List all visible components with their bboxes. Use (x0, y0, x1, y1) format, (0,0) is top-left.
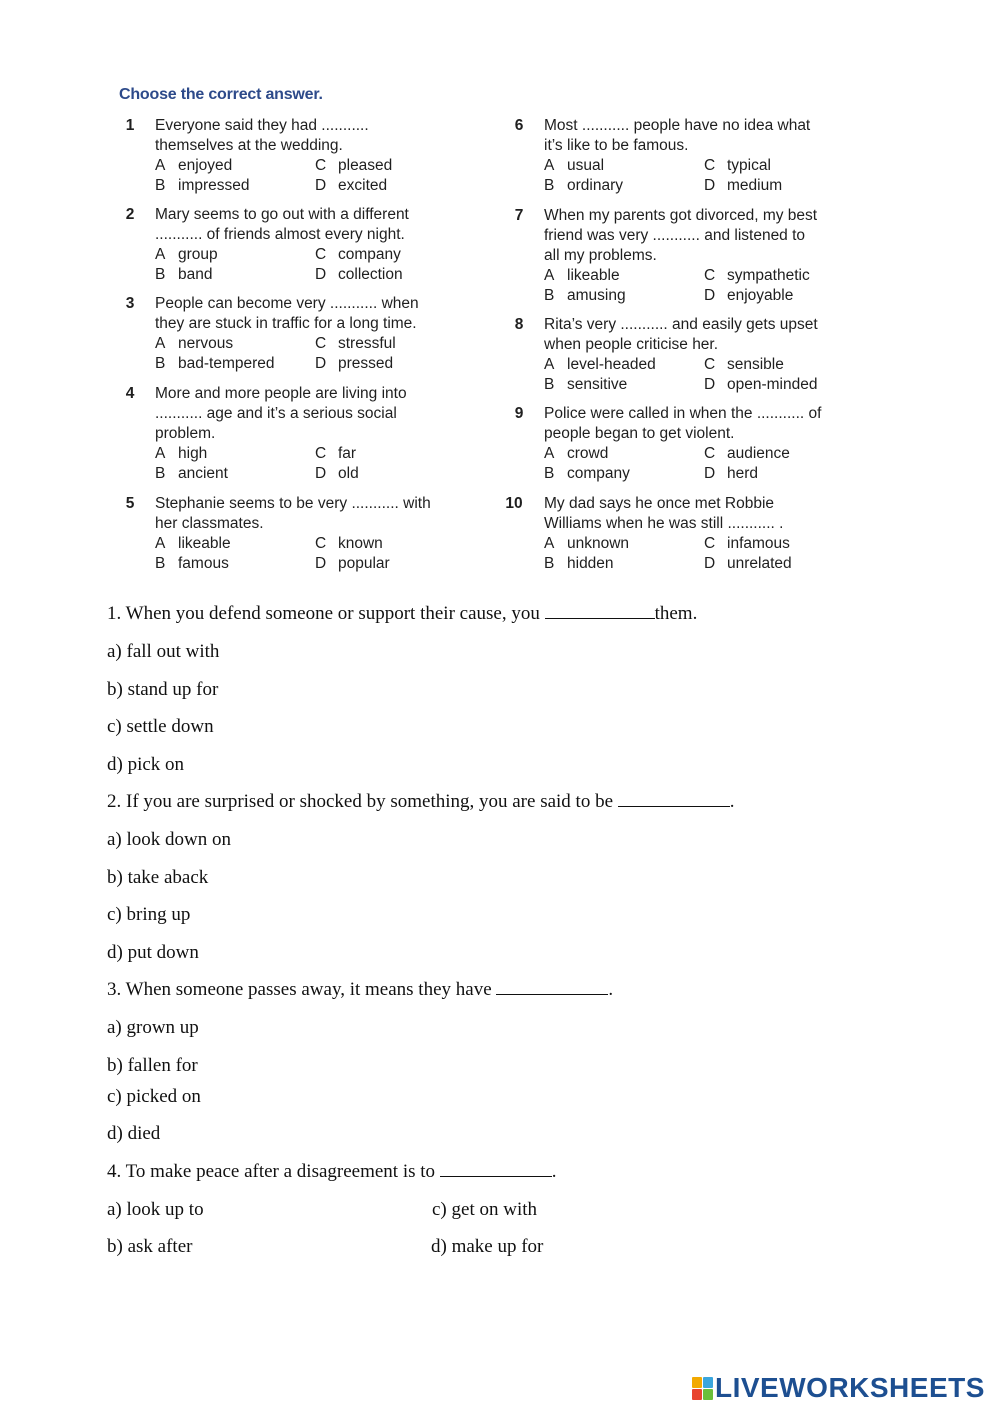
textbook-question-2 (125, 205, 455, 285)
option-b[interactable]: B ancient (155, 465, 228, 482)
option-a[interactable]: A level-headed (544, 356, 656, 373)
option-d[interactable]: D enjoyable (704, 287, 794, 304)
textbook-question-8 (514, 315, 844, 395)
options-grid (544, 156, 844, 196)
options-grid (544, 444, 844, 484)
option-d[interactable]: D pressed (315, 355, 394, 372)
question-number: 3 (125, 295, 135, 312)
worksheet-option[interactable]: d) died (107, 1123, 161, 1144)
worksheet-option[interactable]: b) stand up for (107, 679, 219, 700)
option-d[interactable]: D open-minded (704, 376, 818, 393)
options-grid (155, 156, 455, 196)
worksheet-question-2: 2. If you are surprised or shocked by something, you are said to be . (107, 791, 735, 812)
option-b[interactable]: B band (155, 266, 213, 283)
worksheet-option[interactable]: b) fallen for (107, 1055, 198, 1076)
option-d[interactable]: D herd (704, 465, 759, 482)
option-d[interactable]: D old (315, 465, 359, 482)
option-b[interactable]: B amusing (544, 287, 626, 304)
question-stem: When my parents got divorced, my best friend was very ........... and listened to all my problems. (544, 207, 818, 264)
worksheet-option[interactable]: c) get on with (432, 1199, 538, 1220)
question-stem: My dad says he once met Robbie Williams when he was still ........... . (544, 495, 784, 532)
option-a[interactable]: A nervous (155, 335, 234, 352)
option-c[interactable]: C sympathetic (704, 267, 810, 284)
question-number: 10 (505, 495, 523, 512)
logo-square-yellow (692, 1377, 702, 1388)
question-number: 1 (125, 117, 135, 134)
worksheet-question-4: 4. To make peace after a disagreement is to . (107, 1161, 557, 1182)
question-number: 8 (514, 316, 524, 333)
option-a[interactable]: A crowd (544, 445, 609, 462)
textbook-question-6 (514, 116, 844, 196)
option-c[interactable]: C infamous (704, 535, 790, 552)
option-b[interactable]: B sensitive (544, 376, 628, 393)
worksheet-option[interactable]: a) grown up (107, 1017, 199, 1038)
textbook-question-3 (125, 294, 455, 374)
worksheet-question-1: 1. When you defend someone or support their cause, you them. (107, 603, 698, 624)
question-number: 5 (125, 495, 135, 512)
option-a[interactable]: A likeable (544, 267, 620, 284)
instruction-heading: Choose the correct answer. (119, 86, 323, 103)
option-b[interactable]: B impressed (155, 177, 250, 194)
question-stem: Rita’s very ........... and easily gets upset when people criticise her. (544, 316, 818, 353)
options-grid (155, 534, 455, 574)
option-c[interactable]: C known (315, 535, 383, 552)
liveworksheets-logo (692, 1372, 985, 1404)
worksheet-option[interactable]: d) pick on (107, 754, 185, 775)
option-a[interactable]: A enjoyed (155, 157, 233, 174)
question-stem: Most ........... people have no idea what it’s like to be famous. (544, 117, 811, 154)
textbook-question-10 (505, 494, 844, 574)
worksheet-option[interactable]: b) ask after (107, 1236, 193, 1257)
option-d[interactable]: D unrelated (704, 555, 792, 572)
worksheet-option[interactable]: c) bring up (107, 904, 191, 925)
logo-square-red (692, 1389, 702, 1400)
logo-square-blue (703, 1377, 713, 1388)
question-number: 6 (514, 117, 524, 134)
answer-blank[interactable] (496, 979, 608, 995)
options-grid (544, 534, 844, 574)
worksheet-option[interactable]: c) settle down (107, 716, 214, 737)
question-stem: Police were called in when the ........... of people began to get violent. (544, 405, 822, 442)
answer-blank[interactable] (440, 1161, 552, 1177)
option-d[interactable]: D excited (315, 177, 388, 194)
question-stem: More and more people are living into ........... age and it’s a serious social problem. (155, 385, 407, 442)
worksheet-option[interactable]: a) fall out with (107, 641, 220, 662)
worksheet-option[interactable]: c) picked on (107, 1086, 201, 1107)
option-c[interactable]: C far (315, 445, 357, 462)
textbook-question-7 (514, 206, 844, 306)
option-b[interactable]: B company (544, 465, 630, 482)
option-d[interactable]: D popular (315, 555, 390, 572)
logo-square-green (703, 1389, 713, 1400)
option-b[interactable]: B ordinary (544, 177, 623, 194)
question-stem: Everyone said they had ........... themselves at the wedding. (155, 117, 369, 154)
question-stem: People can become very ........... when they are stuck in traffic for a long time. (155, 295, 419, 332)
option-b[interactable]: B bad-tempered (155, 355, 275, 372)
option-b[interactable]: B famous (155, 555, 229, 572)
answer-blank[interactable] (618, 791, 730, 807)
option-a[interactable]: A usual (544, 157, 605, 174)
question-number: 9 (514, 405, 524, 422)
option-c[interactable]: C audience (704, 445, 790, 462)
answer-blank[interactable] (545, 603, 655, 619)
option-a[interactable]: A high (155, 445, 208, 462)
options-grid (155, 334, 455, 374)
worksheet-option[interactable]: a) look down on (107, 829, 232, 850)
logo-text: LIVEWORKSHEETS (715, 1372, 985, 1403)
option-a[interactable]: A group (155, 246, 218, 263)
question-number: 4 (125, 385, 135, 402)
question-stem: Stephanie seems to be very ........... with her classmates. (155, 495, 431, 532)
worksheet-option[interactable]: d) put down (107, 942, 199, 963)
textbook-question-1 (125, 116, 455, 196)
logo-icon (692, 1377, 712, 1399)
option-d[interactable]: D collection (315, 266, 403, 283)
options-grid (155, 444, 455, 484)
option-c[interactable]: C sensible (704, 356, 784, 373)
options-grid (155, 245, 455, 285)
option-c[interactable]: C pleased (315, 157, 393, 174)
option-d[interactable]: D medium (704, 177, 783, 194)
option-a[interactable]: A likeable (155, 535, 231, 552)
textbook-question-4 (125, 384, 455, 484)
option-b[interactable]: B hidden (544, 555, 614, 572)
question-stem: Mary seems to go out with a different ........... of friends almost every night. (155, 206, 409, 243)
option-c[interactable]: C stressful (315, 335, 396, 352)
worksheet-option[interactable]: b) take aback (107, 867, 209, 888)
textbook-question-5 (125, 494, 455, 574)
option-c[interactable]: C typical (704, 157, 771, 174)
worksheet-question-3: 3. When someone passes away, it means they have . (107, 979, 614, 1000)
options-grid (544, 355, 844, 395)
option-a[interactable]: A unknown (544, 535, 630, 552)
worksheet-option[interactable]: a) look up to (107, 1199, 204, 1220)
options-grid (544, 266, 844, 306)
question-number: 7 (514, 207, 524, 224)
option-c[interactable]: C company (315, 246, 401, 263)
textbook-question-9 (514, 404, 844, 484)
worksheet-option[interactable]: d) make up for (431, 1236, 544, 1257)
question-number: 2 (125, 206, 135, 223)
